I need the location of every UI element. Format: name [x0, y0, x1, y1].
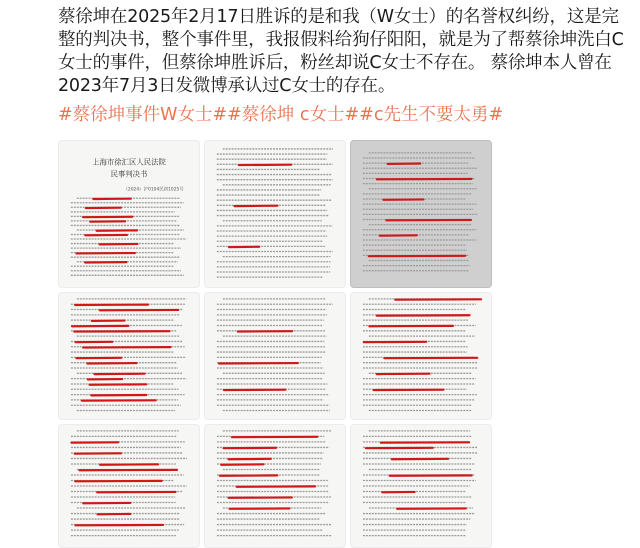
- judgment-page-3: [351, 141, 491, 287]
- hashtag-1[interactable]: #蔡徐坤事件W女士#: [58, 105, 227, 125]
- judgment-page-7: [59, 425, 199, 547]
- image-thumb-7[interactable]: [58, 424, 200, 548]
- image-thumb-2[interactable]: [204, 140, 346, 288]
- post-text: [58, 6, 634, 98]
- hashtag-row: [58, 103, 503, 127]
- hashtag-2[interactable]: #蔡徐坤 c女士#: [227, 105, 359, 125]
- judgment-page-1: [59, 141, 199, 287]
- hashtag-3[interactable]: #c先生不要太勇#: [359, 105, 503, 125]
- doc-court: 上海市徐汇区人民法院: [92, 158, 166, 167]
- judgment-page-4: [59, 293, 199, 419]
- judgment-page-9: [351, 425, 491, 547]
- judgment-page-8: [205, 425, 345, 547]
- image-thumb-8[interactable]: [204, 424, 346, 548]
- image-thumb-3[interactable]: [350, 140, 492, 288]
- image-thumb-6[interactable]: [350, 292, 492, 420]
- post-paragraph: 蔡徐坤在2025年2月17日胜诉的是和我（W女士）的名誉权纠纷，这是完整的判决书，整个事件里，我报假料给狗仔阳阳，就是为了帮蔡徐坤洗白C女士的事件，但蔡徐坤胜诉后，粉丝却说C女士不存在。 蔡徐坤本人曾在2023年7月3日发微博承认过C女士的存在。: [58, 6, 634, 98]
- image-thumb-9[interactable]: [350, 424, 492, 548]
- doc-number: （2024）沪0104民初1025号: [123, 185, 184, 192]
- judgment-page-6: [351, 293, 491, 419]
- doc-type: 民事判决书: [111, 170, 149, 179]
- image-thumb-1[interactable]: [58, 140, 200, 288]
- image-thumb-4[interactable]: [58, 292, 200, 420]
- judgment-page-5: [205, 293, 345, 419]
- image-thumb-5[interactable]: [204, 292, 346, 420]
- judgment-page-2: [205, 141, 345, 287]
- image-grid: [58, 140, 638, 544]
